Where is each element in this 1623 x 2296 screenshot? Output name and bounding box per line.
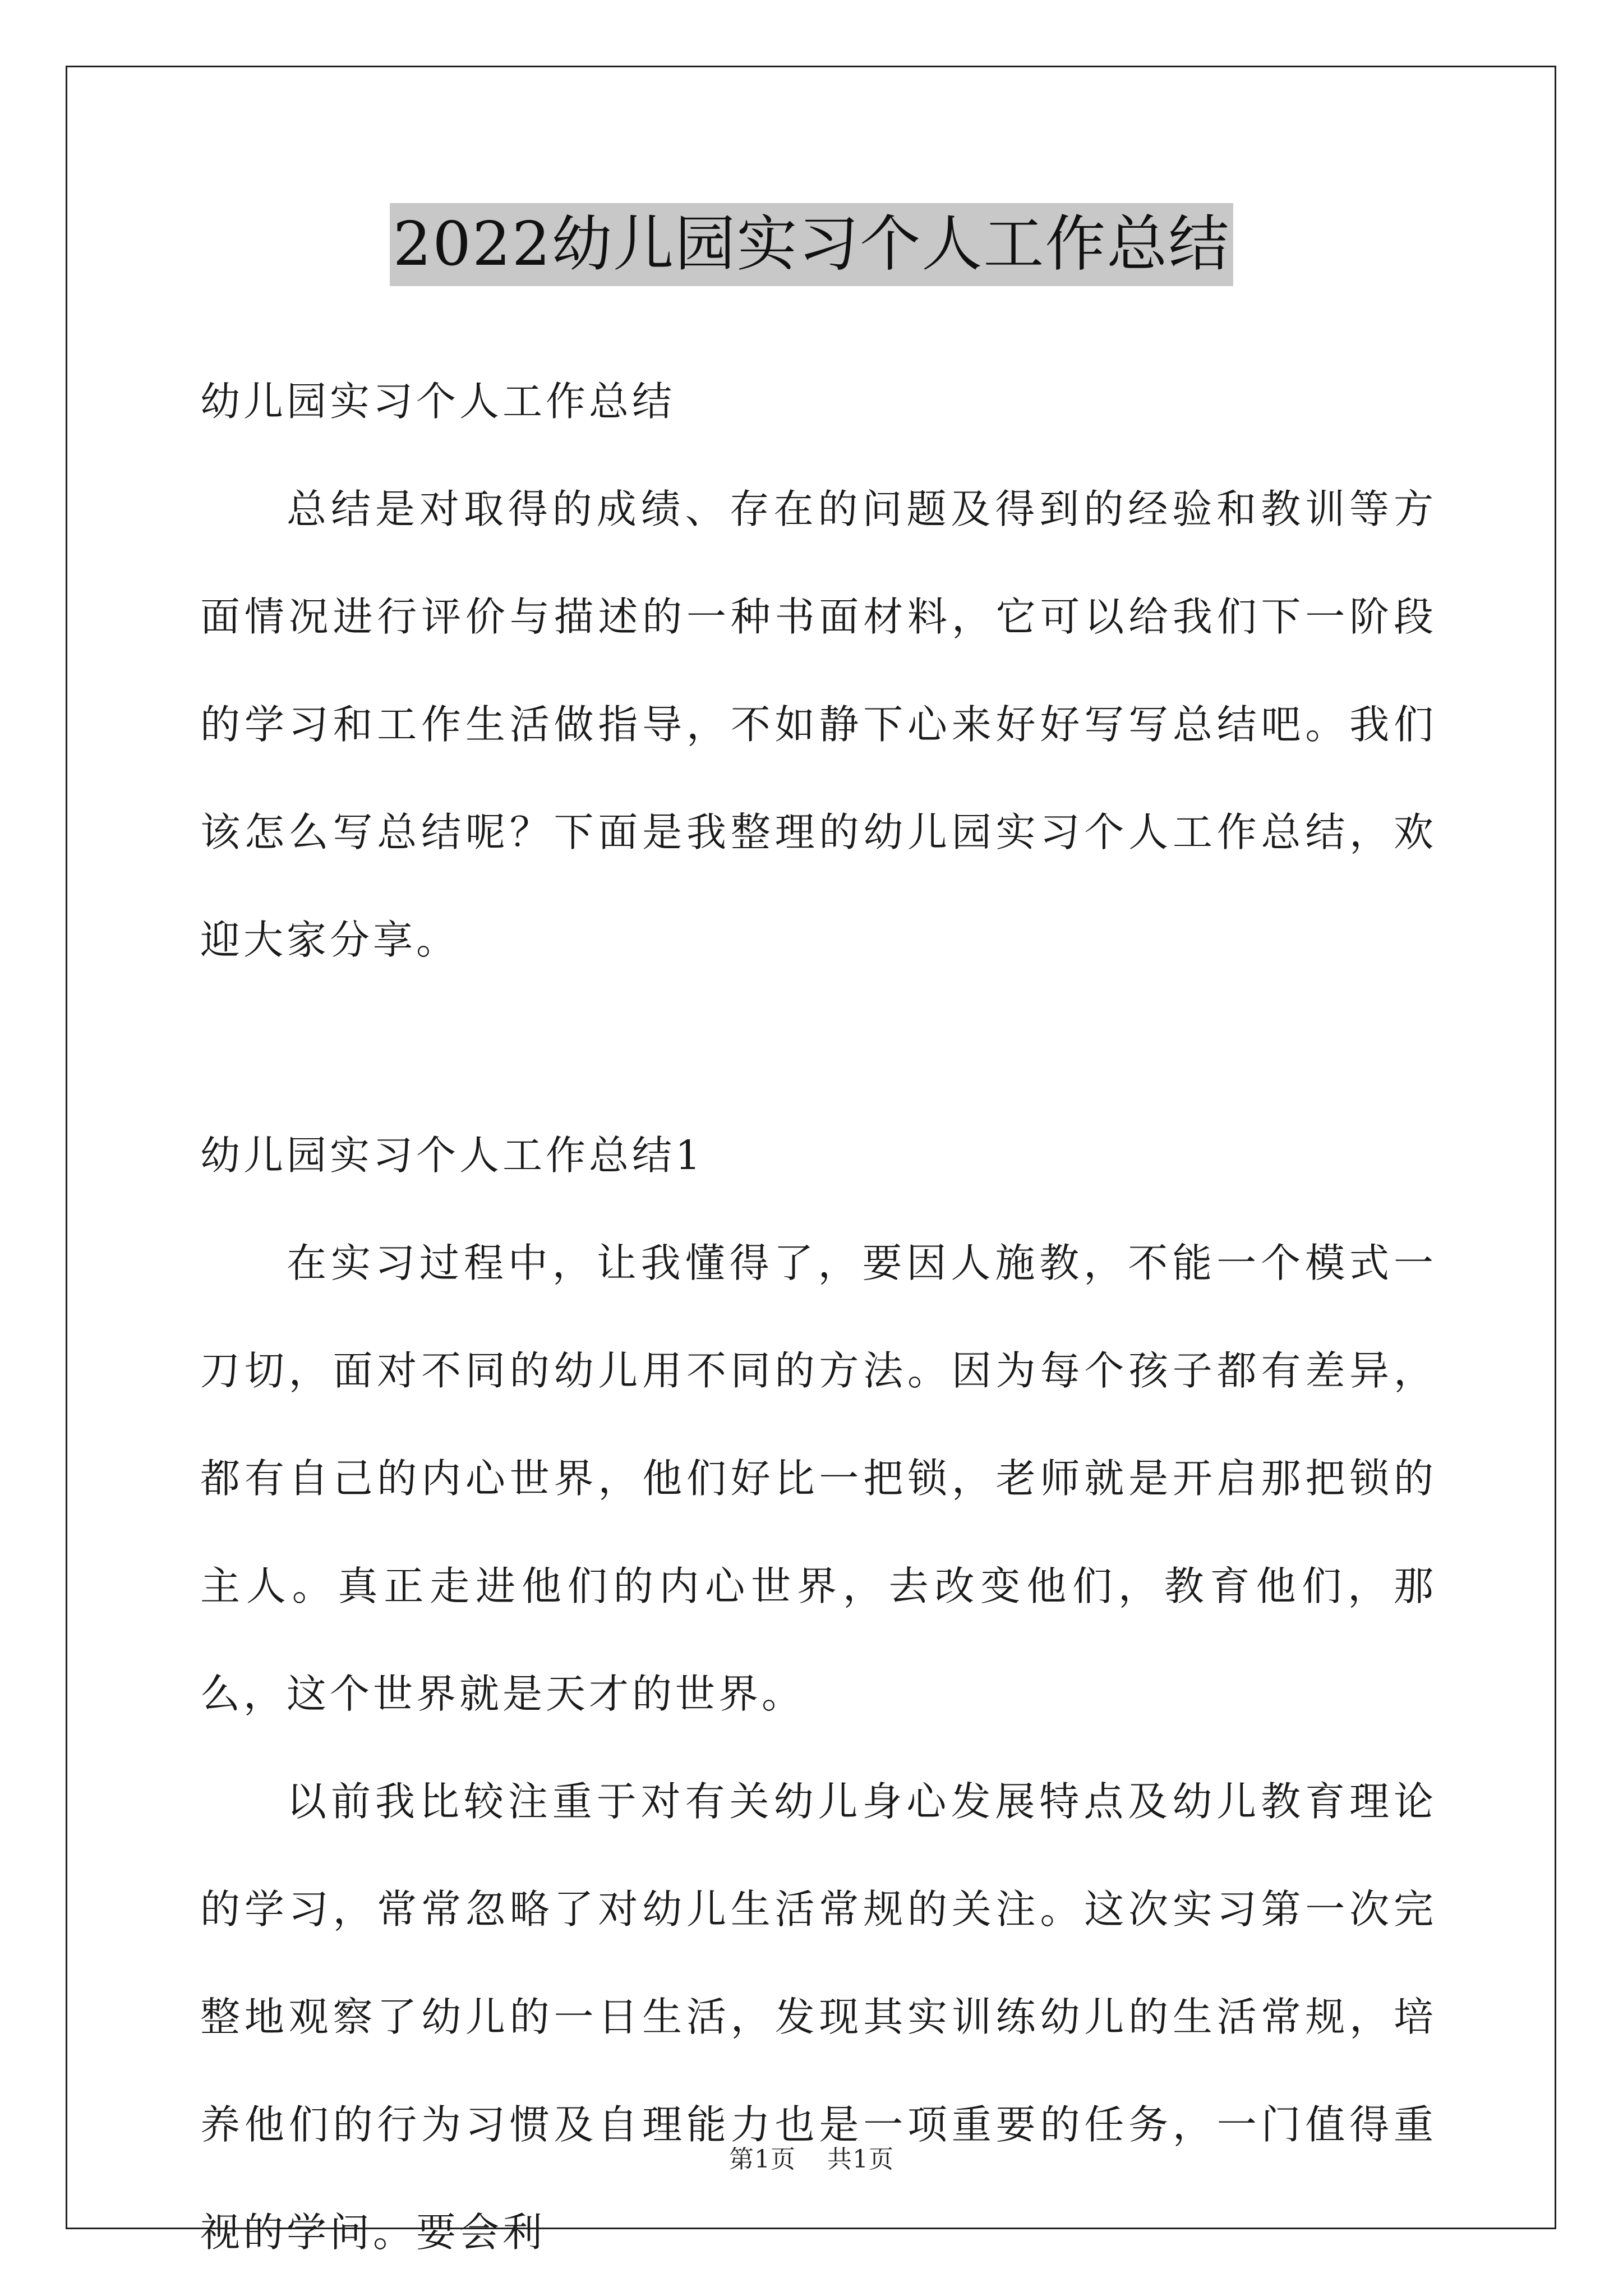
- body-paragraph: 以前我比较注重于对有关幼儿身心发展特点及幼儿教育理论的学习，常常忽略了对幼儿生活常规的关注。这次实习第一次完整地观察了幼儿的一日生活，发现其实训练幼儿的生活常规，培养他们的行为习惯及自理能力也是一项重要的任务，一门值得重视的学问。要会利: [200, 1778, 1437, 2256]
- title-container: [0, 203, 1623, 286]
- section-spacer: [200, 994, 1437, 1102]
- page-total: 共1页: [827, 2145, 894, 2174]
- page-footer: [0, 2143, 1623, 2177]
- page-number: 第1页: [729, 2145, 796, 2174]
- document-title: 2022幼儿园实习个人工作总结: [390, 203, 1234, 286]
- document-body: [200, 348, 1437, 2286]
- body-paragraph: 在实习过程中，让我懂得了，要因人施教，不能一个模式一刀切，面对不同的幼儿用不同的方法。因为每个孩子都有差异，都有自己的内心世界，他们好比一把锁，老师就是开启那把锁的主人。真正走进他们的内心世界，去改变他们，教育他们，那么，这个世界就是天才的世界。: [200, 1240, 1437, 1717]
- section-heading: 幼儿园实习个人工作总结1: [200, 1132, 704, 1179]
- document-subheading: 幼儿园实习个人工作总结: [200, 378, 676, 425]
- intro-paragraph: 总结是对取得的成绩、存在的问题及得到的经验和教训等方面情况进行评价与描述的一种书面材料，它可以给我们下一阶段的学习和工作生活做指导，不如静下心来好好写写总结吧。我们该怎么写总结呢？下面是我整理的幼儿园实习个人工作总结，欢迎大家分享。: [200, 486, 1437, 963]
